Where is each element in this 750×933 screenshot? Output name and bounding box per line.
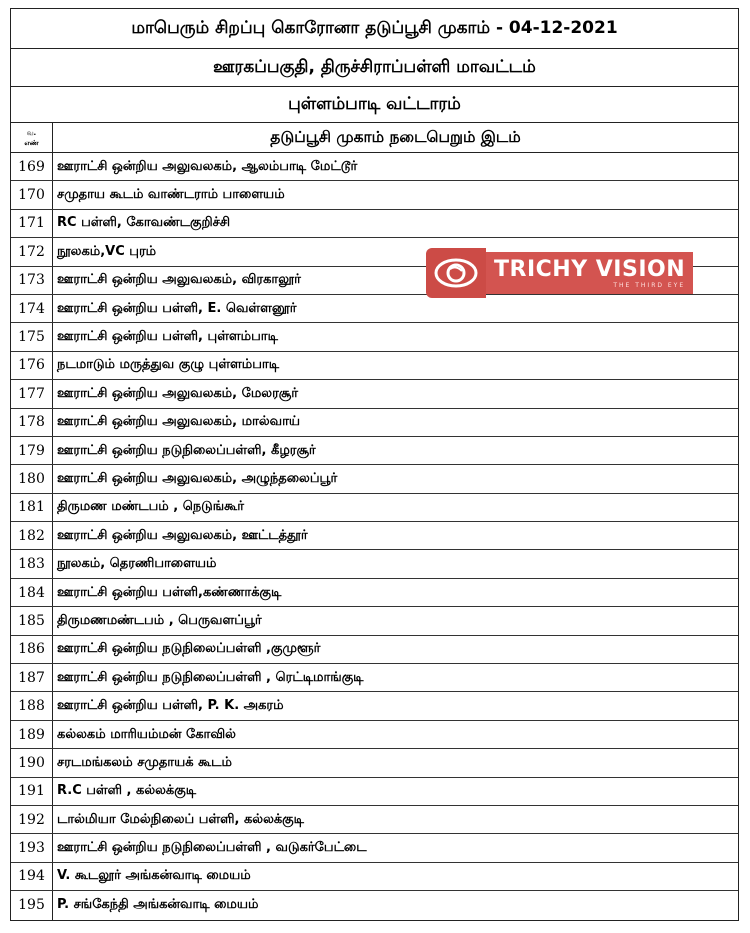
- camp-location: ஊராட்சி ஒன்றிய பள்ளி, P. K. அகரம்: [57, 698, 284, 714]
- table-row: [11, 352, 738, 380]
- table-row: [11, 409, 738, 437]
- serial-number: 181: [11, 494, 53, 521]
- serial-number: 174: [11, 295, 53, 322]
- trichy-vision-watermark: [426, 248, 698, 298]
- table-row: [11, 522, 738, 550]
- serial-number: 192: [11, 806, 53, 833]
- camp-location: ஊராட்சி ஒன்றிய அலுவலகம், மால்வாய்: [57, 414, 301, 430]
- serial-number: 178: [11, 409, 53, 436]
- serial-number: 172: [11, 238, 53, 265]
- camp-location: திருமண மண்டபம் , நெடுங்கூர்: [57, 499, 244, 515]
- serial-header-line1: வ.: [26, 128, 37, 137]
- camp-location: ஊராட்சி ஒன்றிய நடுநிலைப்பள்ளி , ரெட்டிமாங்குடி: [57, 669, 364, 685]
- serial-number: 175: [11, 323, 53, 350]
- table-row: [11, 494, 738, 522]
- serial-number: 186: [11, 636, 53, 663]
- table-row: [11, 153, 738, 181]
- table-row: [11, 380, 738, 408]
- district-heading: ஊரகப்பகுதி, திருச்சிராப்பள்ளி மாவட்டம்: [11, 49, 738, 87]
- serial-number: 194: [11, 863, 53, 890]
- serial-number: 187: [11, 664, 53, 691]
- serial-header-line2: எண்: [24, 138, 39, 147]
- serial-column-header: [11, 123, 53, 152]
- watermark-title: TRICHY VISION: [494, 257, 686, 282]
- serial-number: 183: [11, 550, 53, 577]
- serial-number: 189: [11, 721, 53, 748]
- camp-location: டால்மியா மேல்நிலைப் பள்ளி, கல்லக்குடி: [57, 811, 305, 827]
- table-row: [11, 465, 738, 493]
- table-row: [11, 437, 738, 465]
- camp-location: ஊராட்சி ஒன்றிய அலுவலகம், மேலரசூர்: [57, 385, 299, 401]
- table-row: [11, 721, 738, 749]
- table-row: [11, 778, 738, 806]
- place-column-header: தடுப்பூசி முகாம் நடைபெறும் இடம்: [270, 127, 521, 146]
- table-row: [11, 692, 738, 720]
- table-row: [11, 806, 738, 834]
- camp-location: சரடமங்கலம் சமுதாயக் கூடம்: [57, 754, 232, 770]
- block-heading: புள்ளம்பாடி வட்டாரம்: [11, 87, 738, 123]
- serial-number: 195: [11, 891, 53, 919]
- camp-location: நூலகம், தெரணிபாளையம்: [57, 556, 217, 572]
- eye-logo-icon: [426, 248, 486, 298]
- table-row: [11, 295, 738, 323]
- camp-location: நூலகம்,VC புரம்: [57, 243, 157, 259]
- serial-number: 177: [11, 380, 53, 407]
- camp-location: ஊராட்சி ஒன்றிய அலுவலகம், ஊட்டத்தூர்: [57, 527, 308, 543]
- table-row: [11, 664, 738, 692]
- serial-number: 171: [11, 210, 53, 237]
- serial-number: 173: [11, 267, 53, 294]
- table-row: [11, 323, 738, 351]
- page-title: மாபெரும் சிறப்பு கொரோனா தடுப்பூசி முகாம் - 04-12-2021: [11, 9, 738, 49]
- table-row: [11, 210, 738, 238]
- camp-location: நடமாடும் மருத்துவ குழு புள்ளம்பாடி: [57, 357, 280, 373]
- camp-location: ஊராட்சி ஒன்றிய நடுநிலைப்பள்ளி, கீழரசூர்: [57, 442, 316, 458]
- watermark-subtitle: THE THIRD EYE: [613, 282, 686, 289]
- table-row: [11, 607, 738, 635]
- camp-location: ஊராட்சி ஒன்றிய அலுவலகம், விரகாலூர்: [57, 272, 301, 288]
- camp-location: ஊராட்சி ஒன்றிய அலுவலகம், அழுந்தலைப்பூர்: [57, 470, 338, 486]
- camp-location: V. கூடலூர் அங்கன்வாடி மையம்: [57, 868, 251, 884]
- table-row: [11, 863, 738, 891]
- camp-location: ஊராட்சி ஒன்றிய நடுநிலைப்பள்ளி , வடுகர்பேட்டை: [57, 840, 367, 856]
- watermark-text: [486, 252, 693, 294]
- camp-location: சமுதாய கூடம் வாண்டராம் பாளையம்: [57, 187, 285, 203]
- table-row: [11, 550, 738, 578]
- table-row: [11, 636, 738, 664]
- serial-number: 176: [11, 352, 53, 379]
- table-row: [11, 749, 738, 777]
- serial-number: 169: [11, 153, 53, 180]
- camp-location: RC பள்ளி, கோவண்டகுறிச்சி: [57, 215, 231, 231]
- serial-number: 191: [11, 778, 53, 805]
- serial-number: 182: [11, 522, 53, 549]
- camp-location: திருமணமண்டபம் , பெருவளப்பூர்: [57, 612, 262, 628]
- table-header: [11, 123, 738, 153]
- serial-number: 184: [11, 579, 53, 606]
- table-row: [11, 834, 738, 862]
- camp-location: ஊராட்சி ஒன்றிய நடுநிலைப்பள்ளி ,குமுளூர்: [57, 641, 321, 657]
- serial-number: 185: [11, 607, 53, 634]
- serial-number: 188: [11, 692, 53, 719]
- serial-number: 193: [11, 834, 53, 861]
- vaccination-camp-sheet: [10, 8, 739, 921]
- camp-location: ஊராட்சி ஒன்றிய பள்ளி,கண்ணாக்குடி: [57, 584, 282, 600]
- camp-location: P. சங்கேந்தி அங்கன்வாடி மையம்: [57, 897, 259, 913]
- serial-number: 170: [11, 181, 53, 208]
- serial-number: 179: [11, 437, 53, 464]
- serial-number: 190: [11, 749, 53, 776]
- table-row: [11, 181, 738, 209]
- camp-location: கல்லகம் மாரியம்மன் கோவில்: [57, 726, 236, 742]
- table-row: [11, 891, 738, 919]
- table-row: [11, 579, 738, 607]
- camp-location: ஊராட்சி ஒன்றிய அலுவலகம், ஆலம்பாடி மேட்டூர்: [57, 158, 358, 174]
- camp-location: ஊராட்சி ஒன்றிய பள்ளி, புள்ளம்பாடி: [57, 329, 278, 345]
- serial-number: 180: [11, 465, 53, 492]
- camp-location: ஊராட்சி ஒன்றிய பள்ளி, E. வெள்ளனூர்: [57, 300, 297, 316]
- camp-location: R.C பள்ளி , கல்லக்குடி: [57, 783, 197, 799]
